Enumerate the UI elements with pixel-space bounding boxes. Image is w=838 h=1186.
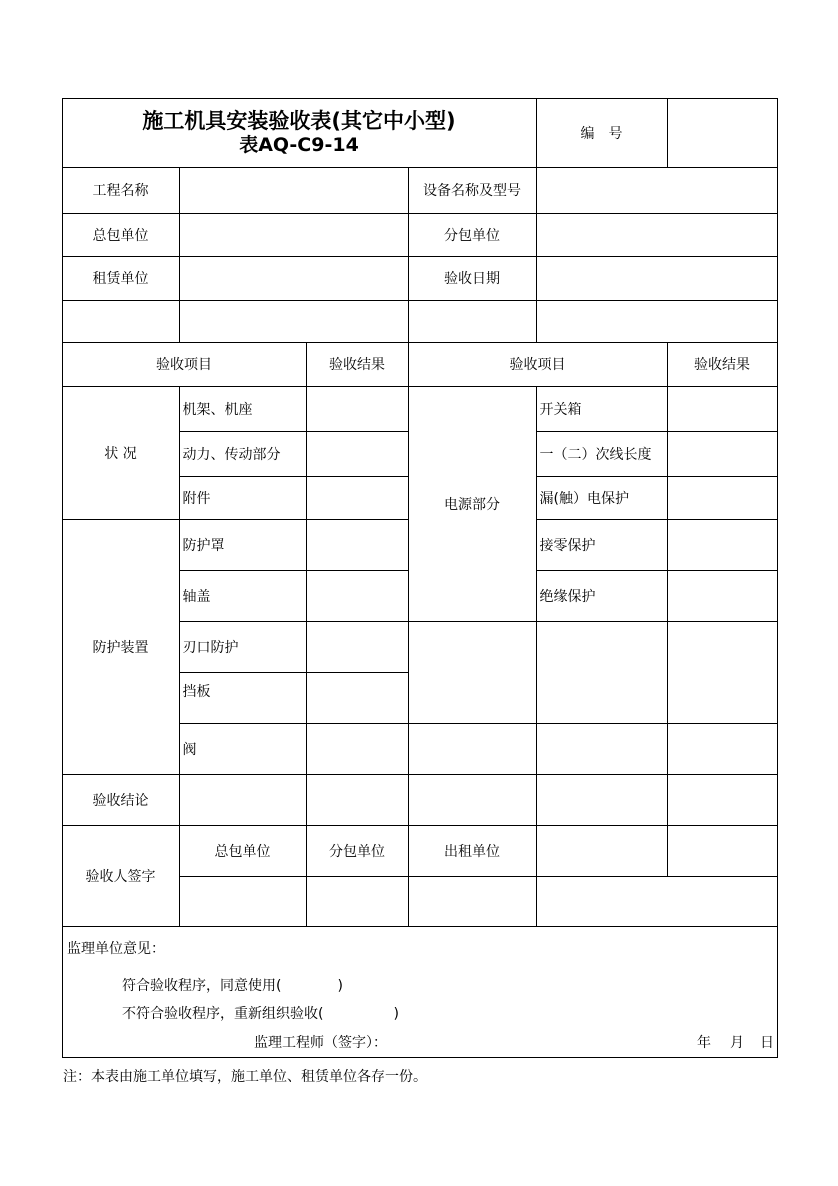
blank-cell[interactable] <box>408 300 537 343</box>
result-field[interactable] <box>306 519 409 571</box>
lessor-label: 租赁单位 <box>62 256 180 301</box>
project-name-label: 工程名称 <box>62 167 180 214</box>
header-item-left: 验收项目 <box>62 342 307 387</box>
item-cable-length: 一（二）次线长度 <box>536 431 668 477</box>
blank-cell[interactable] <box>536 723 668 775</box>
item-drive: 动力、传动部分 <box>179 431 307 477</box>
supervision-disagree[interactable]: 不符合验收程序，重新组织验收( ) <box>122 1006 399 1022</box>
header-item-right: 验收项目 <box>408 342 668 387</box>
result-field[interactable] <box>667 386 778 432</box>
item-shaft-cover: 轴盖 <box>179 570 307 622</box>
date-day: 日 <box>760 1035 774 1051</box>
blank-cell[interactable] <box>536 825 668 877</box>
item-valve: 阀 <box>179 723 307 775</box>
equipment-label: 设备名称及型号 <box>408 167 537 214</box>
result-field[interactable] <box>667 519 778 571</box>
supervision-title: 监理单位意见： <box>67 941 165 957</box>
acceptance-date-label: 验收日期 <box>408 256 537 301</box>
sign-general-contractor-label: 总包单位 <box>179 825 307 877</box>
conclusion-label: 验收结论 <box>62 774 180 826</box>
blank-cell[interactable] <box>62 300 180 343</box>
general-contractor-label: 总包单位 <box>62 213 180 257</box>
item-baffle: 挡板 <box>179 672 307 724</box>
sign-subcontractor-field[interactable] <box>306 876 409 927</box>
conclusion-field[interactable] <box>667 774 778 826</box>
group-condition: 状 况 <box>62 386 180 520</box>
title-main: 施工机具安装验收表(其它中小型) <box>142 108 456 133</box>
blank-cell[interactable] <box>667 723 778 775</box>
sign-subcontractor-label: 分包单位 <box>306 825 409 877</box>
result-field[interactable] <box>667 476 778 520</box>
result-field[interactable] <box>667 570 778 622</box>
item-grounding: 接零保护 <box>536 519 668 571</box>
number-field[interactable] <box>667 98 778 168</box>
supervision-engineer-signature: 监理工程师（签字）： <box>254 1035 387 1051</box>
item-insulation: 绝缘保护 <box>536 570 668 622</box>
result-field[interactable] <box>306 386 409 432</box>
project-name-field[interactable] <box>179 167 409 214</box>
general-contractor-field[interactable] <box>179 213 409 257</box>
lessor-field[interactable] <box>179 256 409 301</box>
result-field[interactable] <box>667 431 778 477</box>
item-accessories: 附件 <box>179 476 307 520</box>
blank-cell[interactable] <box>536 621 668 724</box>
group-power: 电源部分 <box>408 386 537 622</box>
date-year: 年 <box>697 1035 711 1051</box>
sign-lessor-field[interactable] <box>408 876 537 927</box>
result-field[interactable] <box>306 431 409 477</box>
blank-cell[interactable] <box>408 621 537 724</box>
conclusion-field[interactable] <box>179 774 307 826</box>
blank-cell[interactable] <box>667 825 778 877</box>
result-field[interactable] <box>306 672 409 724</box>
item-frame: 机架、机座 <box>179 386 307 432</box>
supervision-agree[interactable]: 符合验收程序，同意使用( ) <box>122 978 343 994</box>
conclusion-field[interactable] <box>408 774 537 826</box>
header-result-left: 验收结果 <box>306 342 409 387</box>
blank-cell[interactable] <box>536 300 778 343</box>
equipment-field[interactable] <box>536 167 778 214</box>
result-field[interactable] <box>306 570 409 622</box>
conclusion-field[interactable] <box>306 774 409 826</box>
blank-cell[interactable] <box>408 723 537 775</box>
blank-cell[interactable] <box>536 876 778 927</box>
date-month: 月 <box>730 1035 744 1051</box>
subcontractor-label: 分包单位 <box>408 213 537 257</box>
item-switch-box: 开关箱 <box>536 386 668 432</box>
conclusion-field[interactable] <box>536 774 668 826</box>
signature-label: 验收人签字 <box>62 825 180 927</box>
result-field[interactable] <box>306 621 409 673</box>
item-leakage-protection: 漏(触）电保护 <box>536 476 668 520</box>
acceptance-date-field[interactable] <box>536 256 778 301</box>
item-guard: 防护罩 <box>179 519 307 571</box>
blank-cell[interactable] <box>179 300 409 343</box>
group-protection: 防护装置 <box>62 519 180 775</box>
number-label: 编 号 <box>536 98 668 168</box>
blank-cell[interactable] <box>667 621 778 724</box>
header-result-right: 验收结果 <box>667 342 778 387</box>
item-blade-guard: 刃口防护 <box>179 621 307 673</box>
sign-lessor-label: 出租单位 <box>408 825 537 877</box>
result-field[interactable] <box>306 723 409 775</box>
form-title <box>62 98 537 168</box>
sign-general-contractor-field[interactable] <box>179 876 307 927</box>
footnote: 注：本表由施工单位填写，施工单位、租赁单位各存一份。 <box>63 1069 427 1085</box>
title-code: 表AQ-C9-14 <box>239 133 359 156</box>
subcontractor-field[interactable] <box>536 213 778 257</box>
result-field[interactable] <box>306 476 409 520</box>
